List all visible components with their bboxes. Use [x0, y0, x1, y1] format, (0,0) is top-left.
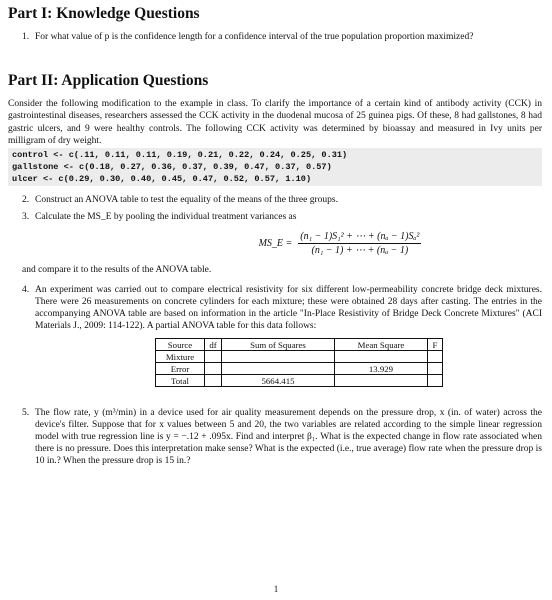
cell-f: [428, 375, 443, 387]
anova-table: [155, 338, 443, 387]
cell-sum-of-squares: [222, 363, 335, 375]
part2-title: Part II: Application Questions: [8, 72, 209, 89]
anova-header-row: [156, 339, 443, 351]
question-3-followup: and compare it to the results of the ANOVA table.: [22, 265, 212, 276]
table-row: [156, 363, 443, 375]
header-df: df: [205, 339, 222, 351]
page-number: 1: [273, 584, 279, 594]
question-list: [8, 194, 542, 223]
question-3-number: 3.: [22, 212, 30, 223]
header-source: Source: [156, 339, 205, 351]
question-1-number: 1.: [22, 32, 30, 42]
code-line-control: control <- c(.11, 0.11, 0.11, 0.19, 0.21, 0.22, 0.24, 0.25, 0.31): [12, 150, 348, 161]
formula-lhs: MS_E =: [258, 238, 293, 250]
cell-f: [428, 363, 443, 375]
cell-sum-of-squares: 5664.415: [222, 375, 335, 387]
formula-fraction: [298, 231, 421, 256]
table-row: [156, 351, 443, 363]
formula-numerator: (n₁ − 1)S₁² + ⋯ + (nₐ − 1)Sₐ²: [300, 231, 420, 243]
header-f: F: [428, 339, 443, 351]
cell-mean-square: [335, 375, 428, 387]
question-1: [22, 31, 542, 43]
code-line-ulcer: ulcer <- c(0.29, 0.30, 0.40, 0.45, 0.47, 0.52, 0.57, 1.10): [12, 174, 312, 185]
formula-denominator: (n₁ − 1) + ⋯ + (nₐ − 1): [311, 245, 409, 257]
cell-f: [428, 351, 443, 363]
header-sum-of-squares: Sum of Squares: [222, 339, 335, 351]
code-block: [8, 148, 542, 186]
question-3: [22, 211, 542, 223]
cell-df: [205, 375, 222, 387]
question-2-number: 2.: [22, 195, 30, 206]
question-4-text: An experiment was carried out to compare electrical resistivity for six different low-permeability concrete bridge deck mixtures. There were 26 measurements on concrete cylinders for each mixture; these were obtained 28 days after casting. The entries in the accompanying ANOVA table are based on information in the article "In-Place Resistivity of Bridge Deck Concrete Mixtures" (ACI Materials J., 2009: 114-122). A partial ANOVA table for this data follows:: [35, 285, 542, 332]
cell-mean-square: 13.929: [335, 363, 428, 375]
question-2-text: Construct an ANOVA table to test the equality of the means of the three groups.: [35, 195, 338, 206]
question-2: [22, 194, 542, 206]
code-line-gallstone: gallstone <- c(0.18, 0.27, 0.36, 0.37, 0.39, 0.47, 0.37, 0.57): [12, 162, 332, 173]
cell-source: Total: [156, 375, 205, 387]
question-4: [22, 284, 542, 332]
question-3-text: Calculate the MS_E by pooling the individual treatment variances as: [35, 212, 297, 223]
header-mean-square: Mean Square: [335, 339, 428, 351]
question-5-text: The flow rate, y (m³/min) in a device used for air quality measurement depends on the pressure drop, x (in. of water) across the device's filter. Suppose that for x values between 5 and 20, the two variables are related according to the simple linear regression model with true regression line is y = −.12 + .095x. Find and interpret β₁. What is the expected change in flow rate associated when there is no pressure. Does this interpretation make sense? What is the expected (i.e., true average) flow rate when the pressure drop is 10 in.? When the pressure drop is 15 in.?: [35, 408, 542, 467]
cell-sum-of-squares: [222, 351, 335, 363]
mse-formula: [138, 231, 542, 256]
table-row: [156, 375, 443, 387]
cell-mean-square: [335, 351, 428, 363]
question-1-text: For what value of p is the confidence length for a confidence interval of the true population proportion maximized?: [35, 32, 474, 42]
cell-df: [205, 363, 222, 375]
part1-title: Part I: Knowledge Questions: [8, 5, 200, 22]
intro-paragraph: Consider the following modification to the example in class. To clarify the importance of a certain kind of antibody activity (CCK) in gastrointestinal diseases, researchers assessed the CCK activity in the duodenal mucosa of 25 guinea pigs. Of these, 8 had gallstones, 8 had gastric ulcers, and 9 were healthy controls. The following CCK activity was determined by bioassay and measured in Ivy units per milligram of dry weight.: [8, 99, 542, 146]
question-4-number: 4.: [22, 285, 30, 296]
question-5: [22, 407, 542, 467]
question-5-number: 5.: [22, 408, 30, 419]
cell-df: [205, 351, 222, 363]
cell-source: Error: [156, 363, 205, 375]
cell-source: Mixture: [156, 351, 205, 363]
